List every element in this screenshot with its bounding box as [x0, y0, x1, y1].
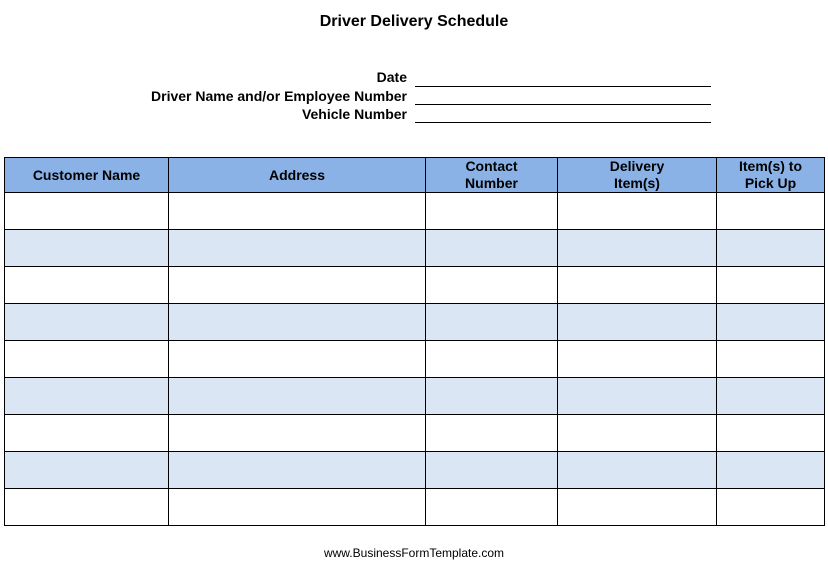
customer-name-cell[interactable]	[5, 341, 169, 378]
address-cell[interactable]	[169, 193, 426, 230]
pick-up-items-cell[interactable]	[717, 230, 825, 267]
pick-up-items-cell[interactable]	[717, 341, 825, 378]
column-header-address: Address	[169, 158, 426, 193]
address-cell[interactable]	[169, 341, 426, 378]
address-cell[interactable]	[169, 452, 426, 489]
delivery-items-cell[interactable]	[558, 489, 717, 526]
delivery-items-cell[interactable]	[558, 378, 717, 415]
table-row	[5, 489, 825, 526]
table-row	[5, 378, 825, 415]
column-header-delivery-items: Delivery Item(s)	[558, 158, 717, 193]
driver-name-field[interactable]	[415, 104, 711, 105]
table-row	[5, 267, 825, 304]
pick-up-items-cell[interactable]	[717, 193, 825, 230]
vehicle-number-field[interactable]	[415, 122, 711, 123]
contact-number-cell[interactable]	[426, 267, 558, 304]
column-header-customer-name: Customer Name	[5, 158, 169, 193]
customer-name-cell[interactable]	[5, 230, 169, 267]
customer-name-cell[interactable]	[5, 452, 169, 489]
customer-name-cell[interactable]	[5, 415, 169, 452]
table-row	[5, 193, 825, 230]
delivery-items-cell[interactable]	[558, 193, 717, 230]
column-header-items-to-pick-up: Item(s) to Pick Up	[717, 158, 825, 193]
delivery-schedule-table	[4, 157, 825, 526]
contact-number-cell[interactable]	[426, 415, 558, 452]
contact-number-cell[interactable]	[426, 193, 558, 230]
contact-number-cell[interactable]	[426, 452, 558, 489]
address-cell[interactable]	[169, 267, 426, 304]
date-label: Date	[376, 69, 407, 85]
column-header-contact-number: Contact Number	[426, 158, 558, 193]
address-cell[interactable]	[169, 304, 426, 341]
table-row	[5, 415, 825, 452]
address-cell[interactable]	[169, 489, 426, 526]
pick-up-items-cell[interactable]	[717, 267, 825, 304]
address-cell[interactable]	[169, 230, 426, 267]
table-row	[5, 304, 825, 341]
address-cell[interactable]	[169, 378, 426, 415]
delivery-items-cell[interactable]	[558, 304, 717, 341]
customer-name-cell[interactable]	[5, 267, 169, 304]
pick-up-items-cell[interactable]	[717, 378, 825, 415]
customer-name-cell[interactable]	[5, 193, 169, 230]
page-title: Driver Delivery Schedule	[319, 13, 509, 30]
contact-number-cell[interactable]	[426, 341, 558, 378]
table-row	[5, 230, 825, 267]
customer-name-cell[interactable]	[5, 489, 169, 526]
customer-name-cell[interactable]	[5, 304, 169, 341]
table-row	[5, 341, 825, 378]
delivery-items-cell[interactable]	[558, 415, 717, 452]
pick-up-items-cell[interactable]	[717, 452, 825, 489]
driver-name-label: Driver Name and/or Employee Number	[151, 88, 407, 104]
delivery-items-cell[interactable]	[558, 267, 717, 304]
customer-name-cell[interactable]	[5, 378, 169, 415]
footer-website: www.BusinessFormTemplate.com	[323, 546, 505, 560]
delivery-items-cell[interactable]	[558, 452, 717, 489]
table-header-row	[5, 158, 825, 193]
table-row	[5, 452, 825, 489]
vehicle-number-label: Vehicle Number	[301, 106, 407, 122]
pick-up-items-cell[interactable]	[717, 489, 825, 526]
pick-up-items-cell[interactable]	[717, 304, 825, 341]
date-field[interactable]	[415, 86, 711, 87]
pick-up-items-cell[interactable]	[717, 415, 825, 452]
contact-number-cell[interactable]	[426, 304, 558, 341]
delivery-items-cell[interactable]	[558, 341, 717, 378]
contact-number-cell[interactable]	[426, 489, 558, 526]
contact-number-cell[interactable]	[426, 378, 558, 415]
delivery-items-cell[interactable]	[558, 230, 717, 267]
contact-number-cell[interactable]	[426, 230, 558, 267]
address-cell[interactable]	[169, 415, 426, 452]
